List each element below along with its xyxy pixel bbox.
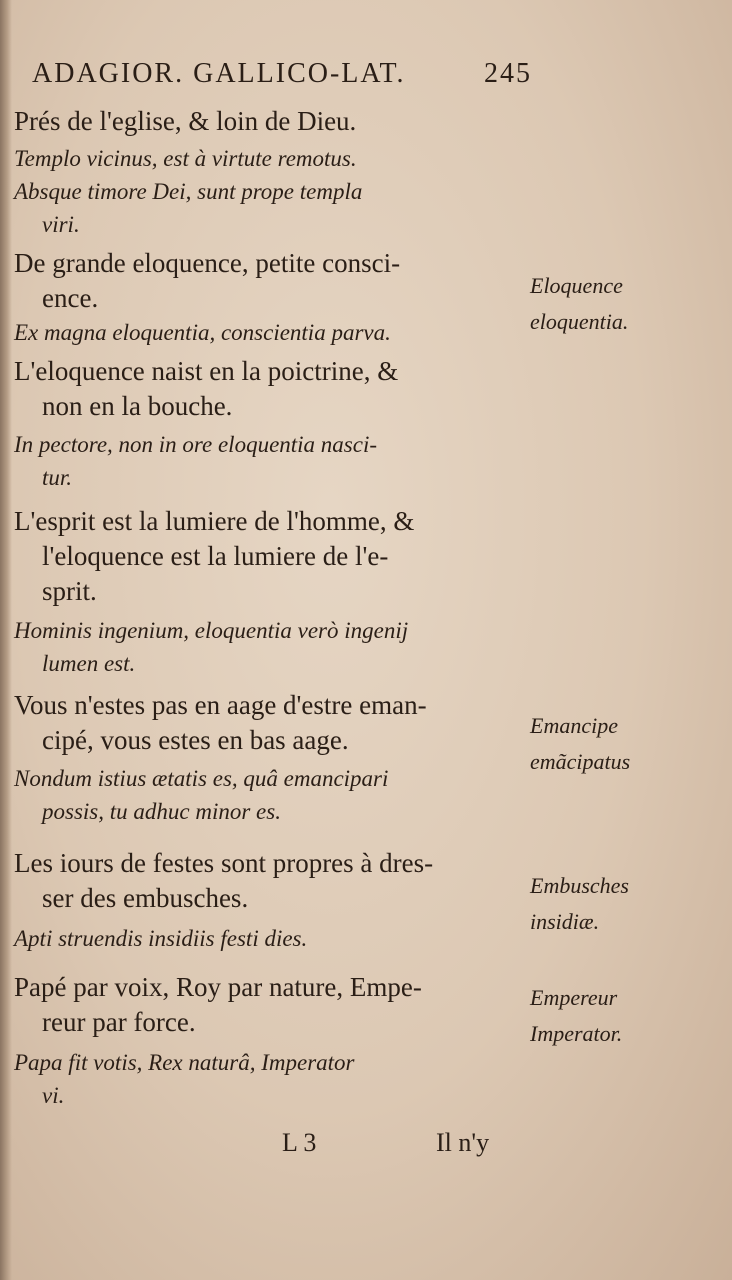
page-gutter-shadow	[0, 0, 12, 1280]
running-title: ADAGIOR. GALLICO-LAT.	[32, 58, 406, 89]
signature-mark: L 3	[282, 1128, 317, 1157]
proverb-latin: In pectore, non in ore eloquentia nasci- tur.	[14, 432, 378, 490]
proverb-latin: Papa fit votis, Rex naturâ, Imperator vi.	[14, 1050, 355, 1108]
margin-note: Eloquence eloquentia.	[530, 273, 629, 334]
margin-note: Embusches insidiæ.	[530, 873, 629, 934]
proverb-french: Prés de l'eglise, & loin de Dieu.	[14, 106, 357, 136]
catchword: Il n'y	[436, 1128, 490, 1157]
proverb-latin: Templo vicinus, est à virtute remotus. Absque timore Dei, sunt prope templa viri.	[14, 146, 363, 237]
proverb-french: De grande eloquence, petite consci- ence.	[14, 248, 401, 313]
proverb-latin: Apti struendis insidiis festi dies.	[14, 926, 308, 951]
proverb-latin: Ex magna eloquentia, conscientia parva.	[14, 320, 391, 345]
proverb-french: L'eloquence naist en la poictrine, & non en la bouche.	[14, 356, 399, 421]
proverb-french: Vous n'estes pas en aage d'estre eman- cipé, vous estes en bas aage.	[14, 690, 427, 755]
proverb-latin: Nondum istius ætatis es, quâ emancipari possis, tu adhuc minor es.	[14, 766, 389, 824]
proverb-french: Les iours de festes sont propres à dres- ser des embusches.	[14, 848, 434, 913]
proverb-french: Papé par voix, Roy par nature, Empe- reur par force.	[14, 972, 422, 1037]
page-number: 245	[484, 58, 532, 89]
proverb-latin: Hominis ingenium, eloquentia verò ingenij lumen est.	[14, 618, 409, 676]
margin-note: Empereur Imperator.	[530, 985, 623, 1046]
proverb-french: L'esprit est la lumiere de l'homme, & l'eloquence est la lumiere de l'e- sprit.	[14, 506, 415, 606]
margin-note: Emancipe emãcipatus	[530, 713, 631, 774]
running-header	[32, 58, 532, 90]
